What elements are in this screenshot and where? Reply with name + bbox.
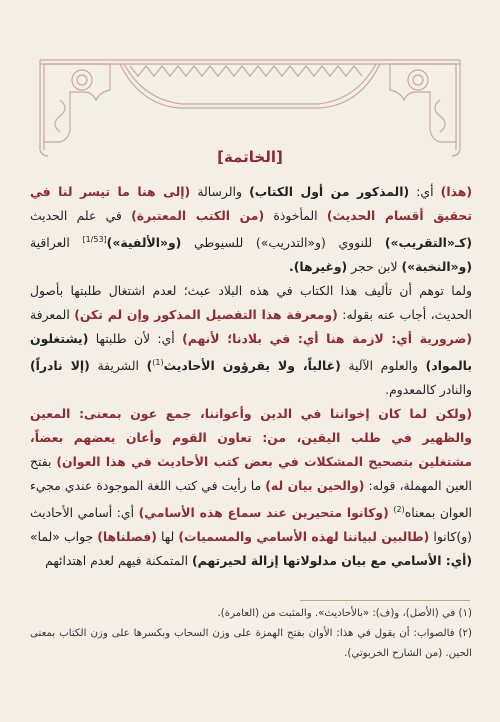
footnote-ref: (1): [152, 358, 164, 368]
footnote-divider: [300, 600, 470, 601]
text-segment: (وكانوا متحيرين عند سماع هذه الأسامي): [138, 505, 389, 521]
text-segment: في علم الحديث: [30, 208, 132, 223]
text-segment: (كـ«التقريب»): [384, 235, 472, 251]
text-segment: لها: [156, 529, 179, 545]
text-segment: المتمكنة فيهم لعدم اهتدائهم: [45, 553, 192, 569]
text-segment: أي: أسامي الأحاديث (و)كانوا: [30, 505, 473, 545]
paragraph: [30, 180, 472, 279]
text-segment: ): [146, 358, 153, 374]
text-segment: العراقية: [30, 235, 83, 251]
text-segment: لابن حجر: [347, 259, 402, 275]
text-segment: (أي: الأسامي مع بيان مدلولاتها إزالة لحيرتهم): [191, 553, 472, 569]
footnote-ref: (2): [393, 505, 405, 515]
text-segment: (إلا نادراً): [30, 358, 90, 374]
text-segment: (ولكن لما كان إخواننا في الدين وأعواننا، جمع عون بمعنى: المعين والظهير في طلب اليقين، من: تعاون القوم وأعان بعضهم بعضاً، مشتغلين بتصحيح المشكلات في بعض كتب الأحاديث في هذا العوان): [30, 406, 472, 470]
text-segment: المأخوذة: [264, 208, 327, 223]
footnote-ref: [1/53]: [82, 235, 107, 244]
text-segment: ولما توهم أن تأليف هذا الكتاب في هذه البلاد عبث؛ لعدم اشتغال طلبتها بأصول الحديث، أجاب عنه بقوله:: [30, 283, 472, 323]
page-title: [الخاتمة]: [217, 148, 283, 166]
text-segment: (طالبين لبياننا لهذه الأسامي والمسميات): [178, 529, 430, 545]
footnote: (١) في (الأصل)، و(ف): «بالأحاديث». والمثبت من (العامرة).: [217, 608, 472, 619]
footnote: (٢) فالصواب: أن يقول في هذا: الأوان بفتح الهمزة على وزن السحاب وبكسرها على وزن الكتاب بمعنى الحين. (من الشارح الخربوتي).: [30, 628, 472, 659]
text-segment: (ومعرفة هذا التفصيل المذكور وإن لم تكن): [74, 307, 338, 323]
text-segment: بفتح العين المهملة، قوله:: [30, 454, 472, 494]
text-segment: (إلى هنا ما تيسر لنا في تحقيق أقسام الحديث): [30, 184, 472, 223]
text-segment: (المذكور من أول الكتاب): [249, 184, 410, 199]
text-segment: (من الكتب المعتبرة): [131, 208, 265, 223]
text-segment: (والحين بيان له): [265, 478, 365, 494]
text-segment: الشريفة: [89, 358, 147, 374]
text-segment: (و«النخبة»): [401, 259, 472, 275]
text-segment: (ضرورية أي: لازمة هنا أي: في بلادنا؛ لأنهم): [182, 331, 472, 347]
main-text: [30, 180, 472, 573]
text-segment: (يشتغلون بالمواد): [30, 331, 472, 374]
text-segment: (فصلناها): [97, 529, 157, 545]
paragraph: [30, 279, 472, 402]
text-segment: (وغيرها).: [289, 259, 348, 275]
paragraph: [30, 402, 472, 573]
text-segment: (و«الألفية»): [106, 235, 182, 251]
footnotes: [30, 604, 472, 664]
text-segment: المعرفة: [30, 307, 75, 323]
text-segment: والنادر كالمعدوم.: [385, 382, 472, 398]
text-segment: للنووي (و«التدريب») للسيوطي: [181, 235, 385, 251]
text-segment: جواب «لما»: [30, 529, 98, 545]
text-segment: والرسالة: [190, 184, 250, 199]
text-segment: (هذا): [440, 184, 472, 199]
text-segment: (غالباً، ولا يقرؤون الأحاديث: [163, 358, 341, 374]
text-segment: أي:: [409, 184, 441, 199]
text-segment: أي: لأن طلبتها: [88, 331, 183, 347]
text-segment: ما رأيت في كتب اللغة الموجودة عندي مجيء العوان بمعناه: [30, 478, 472, 521]
ornamental-frame-icon: [0, 0, 500, 160]
text-segment: والعلوم الآلية: [340, 358, 426, 374]
